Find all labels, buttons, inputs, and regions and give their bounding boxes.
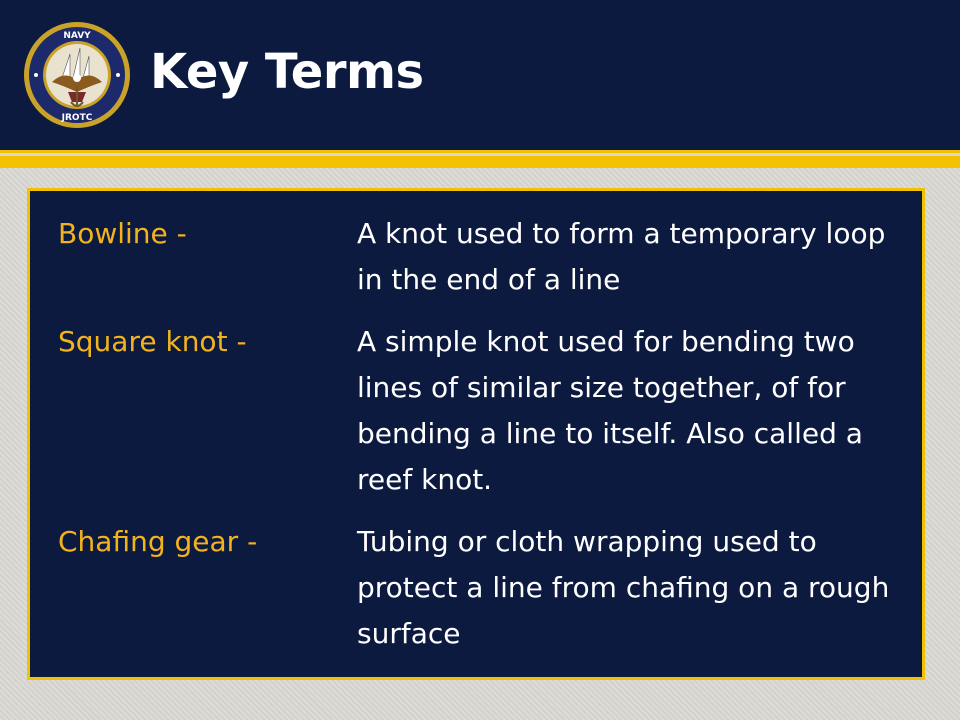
term-definition: A knot used to form a temporary loop in the end of a line (357, 217, 886, 296)
gold-divider-thin (0, 150, 960, 153)
slide-header (0, 0, 960, 150)
key-terms-panel (27, 188, 925, 680)
term-label: Bowline - (58, 217, 187, 250)
logo-text-bottom: JROTC (61, 113, 93, 123)
gold-divider (0, 156, 960, 168)
term-definition: A simple knot used for bending two lines of similar size together, of for bending a line to itself. Also called a reef knot. (357, 325, 863, 496)
navy-jrotc-emblem-icon (22, 20, 132, 130)
logo-text-top: NAVY (63, 31, 91, 41)
term-definition: Tubing or cloth wrapping used to protect a line from chafing on a rough surface (357, 525, 890, 650)
term-label: Square knot - (58, 325, 247, 358)
slide-title: Key Terms (150, 44, 424, 100)
term-label: Chafing gear - (58, 525, 258, 558)
